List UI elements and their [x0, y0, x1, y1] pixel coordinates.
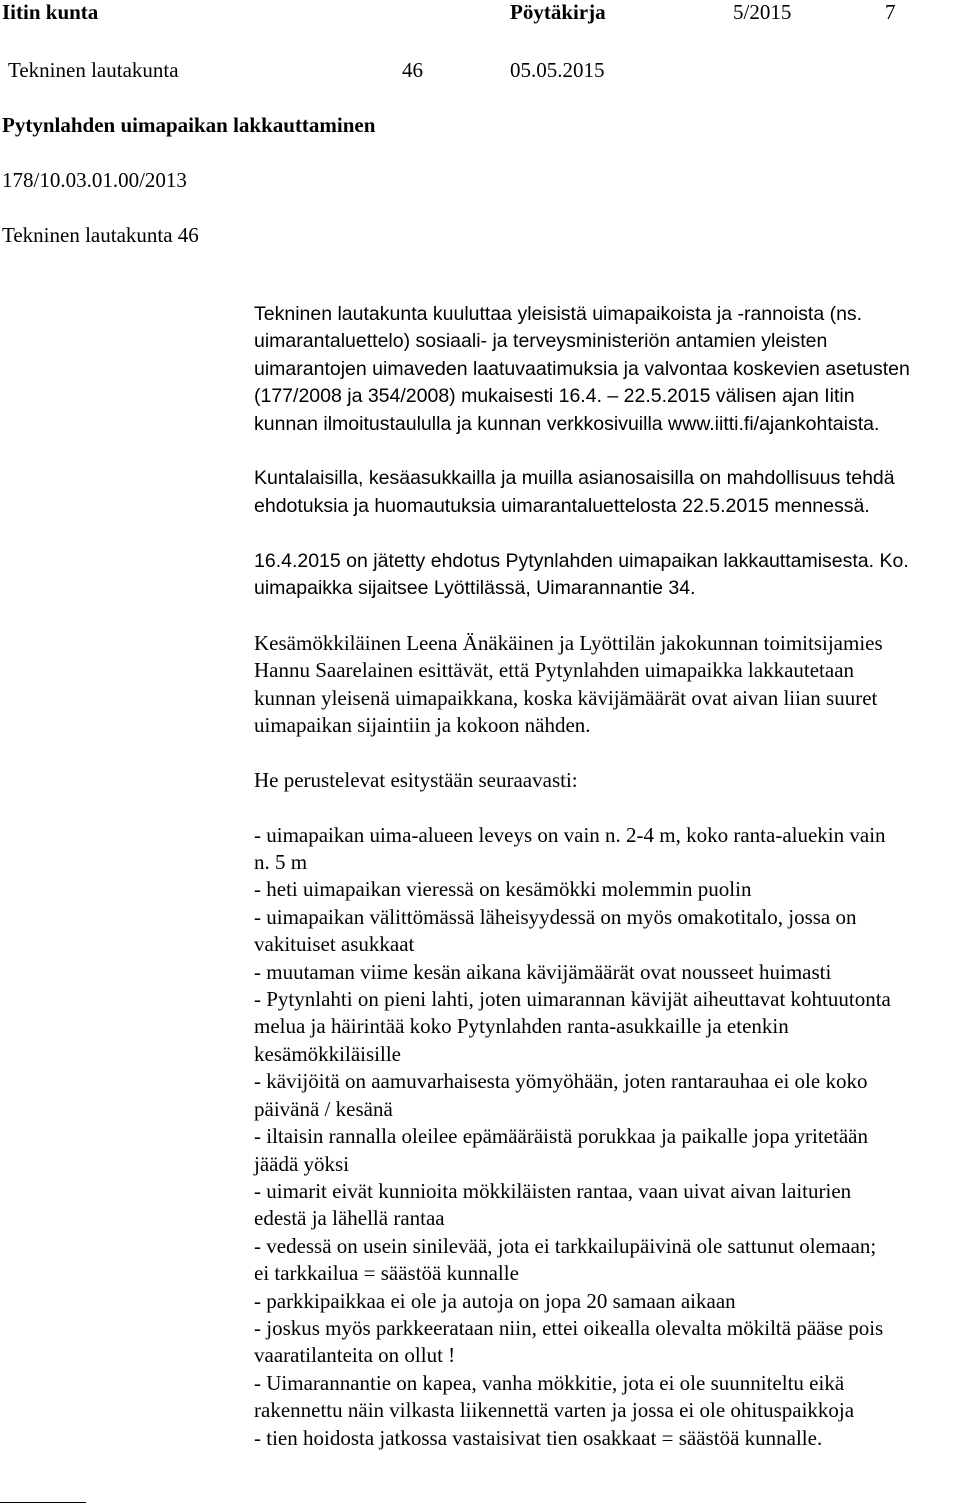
committee-name: Tekninen lautakunta [8, 58, 179, 82]
section-number: 46 [402, 58, 423, 82]
paragraph-line: - uimapaikan välittömässä läheisyydessä on myös omakotitalo, jossa on [254, 904, 857, 929]
paragraph-line: ei tarkkailua = säästöä kunnalle [254, 1261, 519, 1286]
paragraph-gap [254, 794, 954, 821]
matter-reference: 178/10.03.01.00/2013 [2, 168, 187, 192]
paragraph [254, 301, 954, 438]
matter-handling: Tekninen lautakunta 46 [2, 223, 199, 247]
paragraph-line: uimapaikka sijaitsee Lyöttilässä, Uimarannantie 34. [254, 577, 696, 600]
paragraph-line: vaaratilanteita on ollut ! [254, 1343, 456, 1368]
matter-title: Pytynlahden uimapaikan lakkauttaminen [2, 113, 376, 137]
page-number: 7 [885, 0, 896, 24]
paragraph-line: melua ja häirintää koko Pytynlahden ranta-asukkaille ja etenkin [254, 1014, 789, 1039]
paragraph-line: päivänä / kesänä [254, 1096, 393, 1121]
paragraph-gap [254, 739, 954, 766]
paragraph-line: uimarantaluettelo) sosiaali- ja terveysministeriön antamien yleisten [254, 330, 828, 353]
paragraph [254, 767, 954, 794]
paragraph-line: - Uimarannantie on kapea, vanha mökkitie, jota ei ole suunniteltu eikä [254, 1370, 845, 1395]
paragraph-line: uimarantojen uimaveden laatuvaatimuksia ja valvontaa koskevien asetusten [254, 357, 910, 380]
paragraph-gap [254, 438, 954, 465]
paragraph-line: Kesämökkiläinen Leena Änäkäinen ja Lyöttilän jakokunnan toimitsijamies [254, 630, 883, 655]
paragraph-line: Tekninen lautakunta kuuluttaa yleisistä uimapaikoista ja -rannoista (ns. [254, 303, 863, 325]
paragraph-line: Hannu Saarelainen esittävät, että Pytynlahden uimapaikka lakkautetaan [254, 658, 855, 683]
paragraph [254, 465, 954, 520]
paragraph-line: n. 5 m [254, 850, 308, 875]
paragraph-line: 16.4.2015 on jätetty ehdotus Pytynlahden uimapaikan lakkauttamisesta. Ko. [254, 549, 909, 572]
paragraph-gap [254, 602, 954, 629]
document-type: Pöytäkirja [510, 0, 606, 24]
paragraph-line: Kuntalaisilla, kesäasukkailla ja muilla asianosaisilla on mahdollisuus tehdä [254, 467, 895, 490]
footer-rule [0, 1502, 86, 1503]
paragraph [254, 630, 954, 740]
paragraph [254, 822, 954, 1452]
paragraph [254, 548, 954, 603]
paragraph-gap [254, 520, 954, 547]
paragraph-line: - tien hoidosta jatkossa vastaisivat tien osakkaat = säästöä kunnalle. [254, 1425, 823, 1450]
meeting-date: 05.05.2015 [510, 58, 605, 82]
paragraph-line: rakennettu näin vilkasta liikennettä varten ja jossa ei ole ohituspaikkoja [254, 1398, 855, 1423]
paragraph-line: edestä ja lähellä rantaa [254, 1206, 445, 1231]
paragraph-line: - muutaman viime kesän aikana kävijämäärät ovat nousseet huimasti [254, 959, 832, 984]
paragraph-line: - joskus myös parkkeerataan niin, ettei oikealla olevalta mökiltä pääse pois [254, 1315, 884, 1340]
paragraph-line: He perustelevat esitystään seuraavasti: [254, 767, 578, 792]
paragraph-line: - uimapaikan uima-alueen leveys on vain n. 2-4 m, koko ranta-aluekin vain [254, 822, 886, 847]
paragraph-line: ehdotuksia ja huomautuksia uimarantaluettelosta 22.5.2015 mennessä. [254, 494, 870, 517]
matter-body [254, 301, 954, 1452]
paragraph-line: uimapaikan sijaintiin ja kokoon nähden. [254, 713, 591, 738]
paragraph-line: jäädä yöksi [254, 1151, 350, 1176]
paragraph-line: - parkkipaikkaa ei ole ja autoja on jopa 20 samaan aikaan [254, 1288, 736, 1313]
paragraph-line: - heti uimapaikan vieressä on kesämökki molemmin puolin [254, 877, 752, 902]
protocol-number: 5/2015 [733, 0, 792, 24]
paragraph-line: - iltaisin rannalla oleilee epämääräistä porukkaa ja paikalle jopa yritetään [254, 1124, 868, 1149]
paragraph-line: (177/2008 ja 354/2008) mukaisesti 16.4. – 22.5.2015 välisen ajan Iitin [254, 385, 855, 408]
paragraph-line: - kävijöitä on aamuvarhaisesta yömyöhään, joten rantarauhaa ei ole koko [254, 1069, 868, 1094]
paragraph-line: kesämökkiläisille [254, 1041, 401, 1066]
paragraph-line: kunnan ilmoitustaululla ja kunnan verkkosivuilla www.iitti.fi/ajankohtaista. [254, 412, 880, 435]
paragraph-line: - uimarit eivät kunnioita mökkiläisten rantaa, vaan uivat aivan laiturien [254, 1178, 852, 1203]
paragraph-line: - vedessä on usein sinilevää, jota ei tarkkailupäivinä ole sattunut olemaan; [254, 1233, 877, 1258]
paragraph-line: kunnan yleisenä uimapaikkana, koska kävijämäärät ovat aivan liian suuret [254, 685, 878, 710]
municipality-name: Iitin kunta [2, 0, 99, 24]
paragraph-line: vakituiset asukkaat [254, 932, 415, 957]
paragraph-line: - Pytynlahti on pieni lahti, joten uimarannan kävijät aiheuttavat kohtuutonta [254, 987, 891, 1012]
